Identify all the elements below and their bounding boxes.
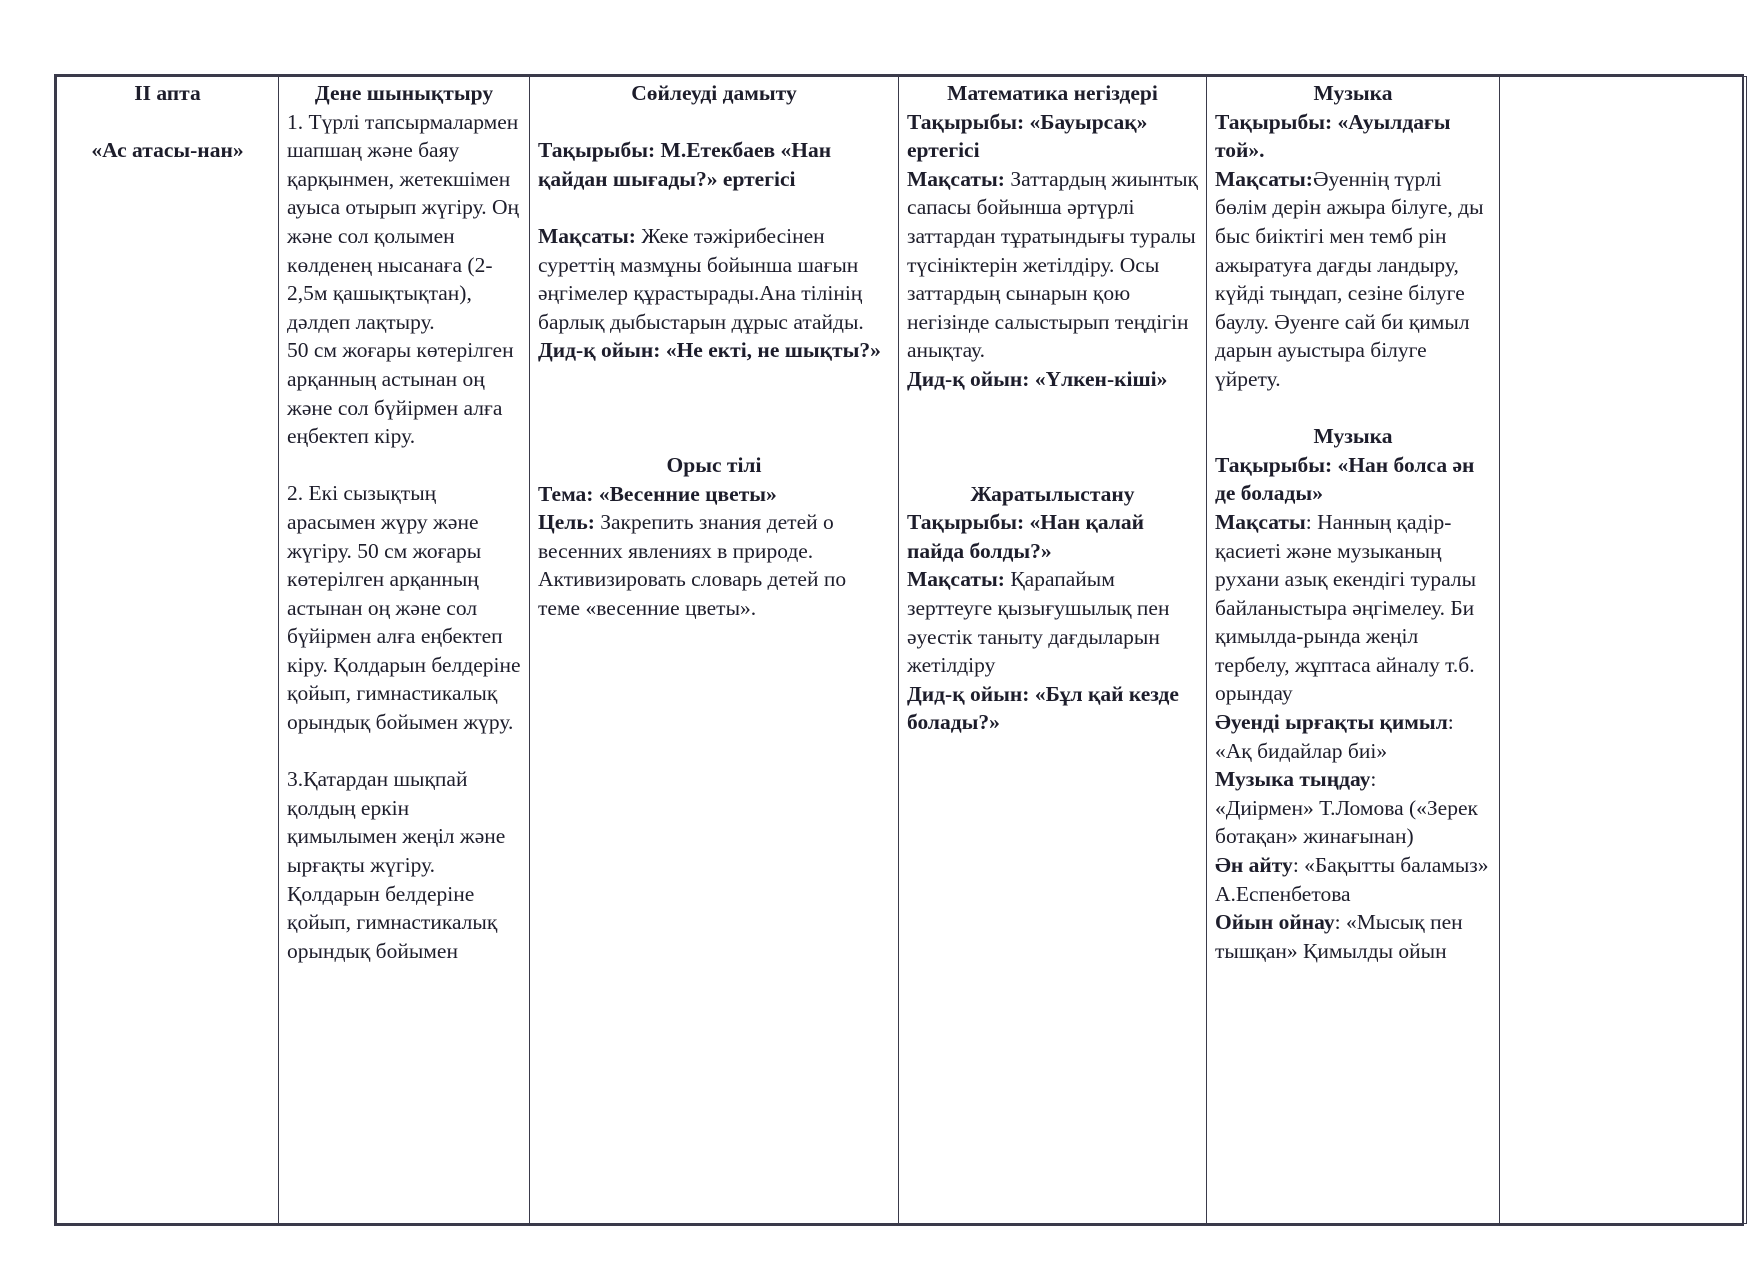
week-theme: «Ас атасы-нан» [91,138,244,163]
spacer [287,451,521,480]
music-rhythm-text: «Ақ бидайлар биі» [1215,738,1388,763]
math-cell [899,77,1207,1224]
nature-game: Дид-қ ойын: «Бұл қай кезде болады?» [907,681,1179,735]
lesson-plan-table [56,76,1747,1224]
music-listen-colon: : [1370,767,1377,792]
music-goal-label: Мақсаты: [1215,166,1313,191]
music-sing [1215,851,1491,908]
music-title: Музыка [1313,81,1393,105]
nature-goal-label: Мақсаты: [907,567,1005,592]
speech-goal-label: Мақсаты: [538,223,636,248]
music-goal-2-label: Мақсаты [1215,509,1306,534]
nature-goal-text: Қарапайым зерттеуге қызығушылық пен әуестік таныту дағдыларын жетілдіру [907,567,1170,678]
math-title: Математика негіздері [947,81,1158,105]
music-rhythm-label: Әуенді ырғақты қимыл [1215,710,1448,735]
pe-item-1: 1. Түрлі тапсырмалармен шапшаң және баяу қарқынмен, жетекшімен ауыса отырып жүгіру. Оң және сол қолымен көлденең нысанаға (2-2,5м қашықтықтан), дәлдеп лақтыру. [287,109,519,334]
music-goal [1215,165,1491,394]
nature-topic: Тақырыбы: «Нан қалай пайда болды?» [907,510,1145,563]
empty-cell [1500,77,1747,1224]
music-listen-text: «Диірмен» Т.Ломова («Зерек ботақан» жинағынан) [1215,795,1478,849]
music-rhythm [1215,708,1491,737]
week-cell [57,77,279,1224]
pe-title: Дене шынықтыру [314,81,494,105]
nature-title: Жаратылыстану [970,481,1135,506]
music-topic-2 [1215,451,1491,508]
speech-goal-text: Жеке тәжірибесінен суреттің мазмұны бойынша шағын әңгімелер құрастырады.Ана тілінің барлық дыбыстарын дұрыс атайды. [538,223,864,334]
math-goal [907,165,1198,365]
math-goal-label: Мақсаты: [907,166,1005,191]
music-sing-text: : «Бақытты баламыз» А.Еспенбетова [1215,853,1489,906]
music-topic-2-text: : «Нан болса ән де болады» [1215,452,1475,506]
music-play [1215,908,1491,965]
math-goal-text: Заттардың жиынтық сапасы бойынша әртүрлі заттардан тұратындығы туралы түсініктерін жетілдіру. Осы заттардың сынарын қою негізінде салыстырып теңдігін анықтау. [907,166,1198,363]
spacer [538,365,890,451]
speech-title: Сөйлеуді дамыту [631,81,797,105]
spacer [1215,394,1491,423]
music-play-label: Ойын ойнау [1215,910,1335,935]
music-listen [1215,765,1491,794]
speech-game: Дид-қ ойын: «Не екті, не шықты?» [538,338,881,363]
speech-topic: Тақырыбы: М.Етекбаев «Нан қайдан шығады?» ертегісі [538,138,832,191]
week-title: II апта [134,81,201,105]
russian-goal-label: Цель: [538,510,595,535]
lesson-plan-sheet [54,74,1744,1226]
music-title-2: Музыка [1313,424,1393,449]
russian-goal [538,508,890,622]
pe-item-2: 2. Екі сызықтың арасымен жүру және жүгіру. 50 см жоғары көтерілген арқанның астынан оң және сол бүйірмен алға еңбектеп кіру. Қолдарын белдеріне қойып, гимнастикалық орындық бойымен жүру. [287,481,521,735]
table-row [57,77,1747,1224]
speech-cell [530,77,899,1224]
spacer [65,108,270,137]
russian-goal-text: Закрепить знания детей о весенних явлениях в природе. Активизировать словарь детей по теме «весенние цветы». [538,510,847,620]
spacer [538,193,890,222]
russian-topic: Тема: «Весенние цветы» [538,481,777,506]
music-topic: Тақырыбы: «Ауылдағы той». [1215,109,1451,163]
music-sing-label: Ән айту [1215,853,1293,878]
music-play-text: : «Мысық пен тышқан» Қимылды ойын [1215,910,1463,963]
math-topic: Тақырыбы: «Бауырсақ» ертегісі [907,109,1148,163]
math-game: Дид-қ ойын: «Үлкен-кіші» [907,366,1168,391]
pe-cell [279,77,530,1224]
speech-goal [538,222,890,336]
pe-item-1b: 50 см жоғары көтерілген арқанның астынан оң және сол бүйірмен алға еңбектеп кіру. [287,338,514,449]
music-goal-2 [1215,508,1491,708]
spacer [538,108,890,137]
music-topic-2-label: Тақырыбы [1215,452,1326,477]
russian-title: Орыс тілі [666,452,762,477]
music-listen-label: Музыка тыңдау [1215,767,1371,792]
music-rhythm-colon: : [1447,710,1454,735]
spacer [287,737,521,766]
music-goal-text: Әуеннің түрлі бөлім дерін ажыра білуге, ды быс биіктігі мен темб рін ажыратуға дағды ландыру, күйді тыңдап, сезіне білуге баулу. Әуенге сай би қимыл дарын ауыстыра білуге үйрету. [1215,166,1484,391]
nature-goal [907,565,1198,679]
music-cell [1207,77,1500,1224]
pe-item-3: 3.Қатардан шықпай қолдың еркін қимылымен жеңіл және ырғақты жүгіру. Қолдарын белдеріне қойып, гимнастикалық орындық бойымен [287,767,506,963]
spacer [907,394,1198,480]
music-goal-2-text: : Нанның қадір-қасиеті және музыканың рухани азық екендігі туралы байланыстыра әңгімелеу. Би қимылда-рында жеңіл тербелу, жұптаса айналу т.б. орындау [1215,509,1477,706]
